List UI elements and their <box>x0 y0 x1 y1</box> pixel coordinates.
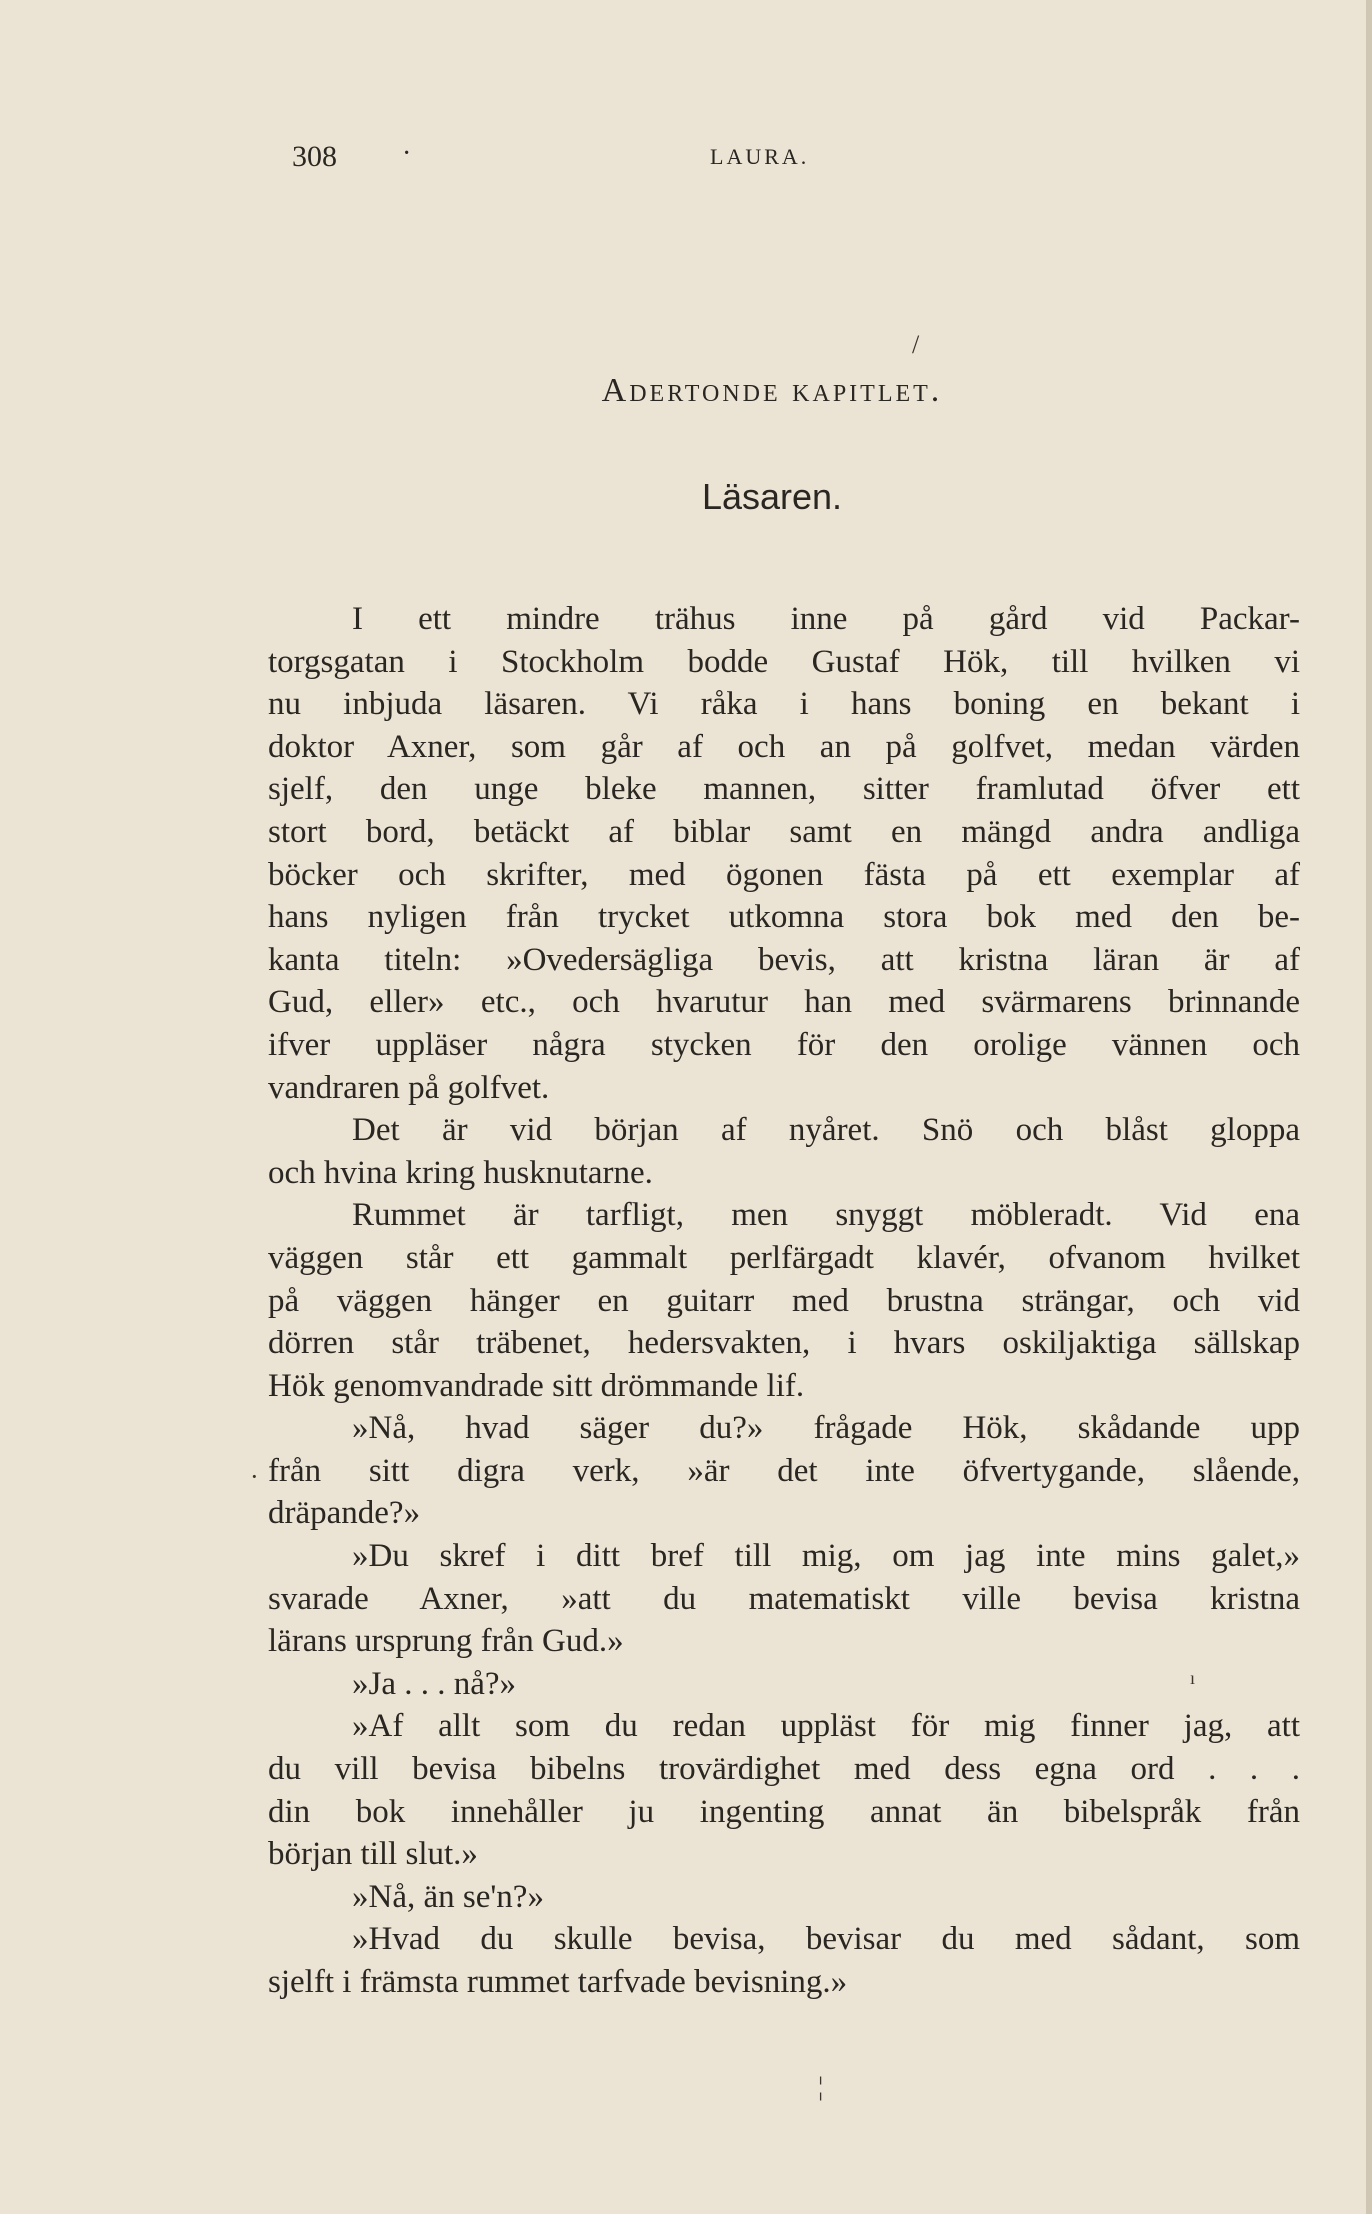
text-line: stort bord, betäckt af biblar samt en mängd andra andliga <box>268 813 1300 850</box>
text-line: I ett mindre trähus inne på gård vid Packar- <box>352 601 1300 637</box>
text-line: du vill bevisa bibelns trovärdighet med dess egna ord . . . <box>268 1751 1300 1788</box>
text-line: dörren står träbenet, hedersvakten, i hvars oskiljaktiga sällskap <box>268 1325 1300 1362</box>
text-line: dräpande?» <box>268 1495 421 1532</box>
text-line: »Du skref i ditt bref till mig, om jag inte mins galet,» <box>352 1538 1300 1575</box>
page-header <box>292 140 1252 180</box>
text-line: lärans ursprung från Gud.» <box>268 1623 624 1660</box>
text-line: Hök genomvandrade sitt drömmande lif. <box>268 1367 805 1404</box>
margin-dot-mark: · <box>250 1462 259 1491</box>
text-line: början till slut.» <box>268 1836 478 1873</box>
text-line: kanta titeln: »Ovedersägliga bevis, att kristna läran är af <box>268 941 1300 978</box>
text-line: »Nå, än se'n?» <box>352 1878 544 1915</box>
stray-mark: ¦ <box>818 2072 824 2101</box>
text-line: doktor Axner, som går af och an på golfvet, medan värden <box>268 728 1300 765</box>
text-line: »Ja . . . nå?» <box>352 1665 517 1702</box>
text-line: sjelf, den unge bleke mannen, sitter framlutad öfver ett <box>268 771 1300 808</box>
text-line: »Nå, hvad säger du?» frågade Hök, skådande upp <box>352 1410 1300 1447</box>
text-line: Det är vid början af nyåret. Snö och blåst gloppa <box>352 1112 1300 1149</box>
stray-mark: ı <box>1190 1668 1196 1688</box>
running-title: LAURA. <box>710 144 810 169</box>
stray-mark: / <box>912 330 920 359</box>
text-line: nu inbjuda läsaren. Vi råka i hans boning en bekant i <box>268 686 1300 723</box>
text-line: Rummet är tarfligt, men snyggt möbleradt. Vid ena <box>352 1197 1300 1234</box>
text-line: »Hvad du skulle bevisa, bevisar du med sådant, som <box>352 1921 1300 1958</box>
text-line: din bok innehåller ju ingenting annat än bibelspråk från <box>268 1793 1300 1830</box>
text-line: böcker och skrifter, med ögonen fästa på ett exemplar af <box>268 856 1300 893</box>
text-line: ifver uppläser några stycken för den orolige vännen och <box>268 1026 1300 1063</box>
text-line: vandraren på golfvet. <box>268 1069 550 1106</box>
text-line: och hvina kring husknutarne. <box>268 1154 653 1191</box>
page-edge <box>1366 0 1372 2214</box>
text-line: på väggen hänger en guitarr med brustna strängar, och vid <box>268 1282 1300 1319</box>
text-line: sjelft i främsta rummet tarfvade bevisning.» <box>268 1964 848 2000</box>
chapter-heading: Adertonde kapitlet. <box>601 372 943 409</box>
text-line: svarade Axner, »att du matematiskt ville bevisa kristna <box>268 1580 1300 1617</box>
text-line: väggen står ett gammalt perlfärgadt klavér, ofvanom hvilket <box>268 1239 1300 1276</box>
header-dot-mark: · <box>402 138 412 169</box>
text-line: Gud, eller» etc., och hvarutur han med svärmarens brinnande <box>268 984 1300 1021</box>
text-line: hans nyligen från trycket utkomna stora bok med den be- <box>268 899 1300 936</box>
body-text <box>268 598 1300 2004</box>
page-number: 308 <box>292 140 337 173</box>
text-line: från sitt digra verk, »är det inte öfvertygande, slående, <box>268 1452 1300 1489</box>
text-line: »Af allt som du redan uppläst för mig finner jag, att <box>352 1708 1300 1745</box>
text-line: torgsgatan i Stockholm bodde Gustaf Hök, till hvilken vi <box>268 643 1300 680</box>
section-title: Läsaren. <box>701 476 843 517</box>
